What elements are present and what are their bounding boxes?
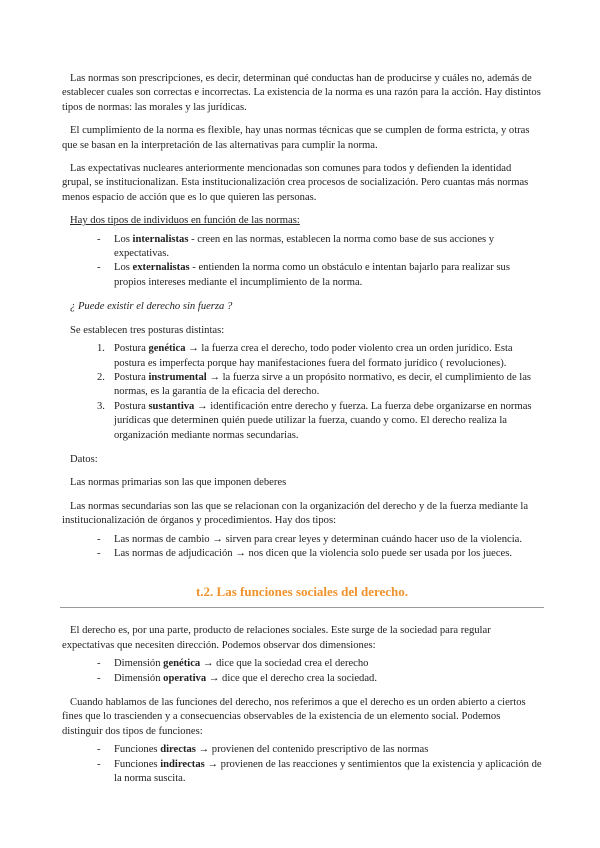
postures-list	[62, 342, 542, 443]
secondary-norms-text: Las normas secundarias son las que se relacionan con la organización del derecho y de la fuerza mediante la institucionalización de órganos y procedimientos. Hay dos tipos:	[62, 500, 529, 527]
list-item: 2. Postura instrumental → la fuerza sirve a un propósito normativo, es decir, el cumplimiento de las normas, es la garantía de la eficacia del derecho.	[97, 371, 532, 398]
list-item: - Los internalistas - creen en las normas, establecen la norma como base de sus acciones y expectativas.	[97, 233, 495, 260]
term-bold: genética	[148, 343, 186, 355]
list-item: - Funciones indirectas → provienen de las reacciones y sentimientos que la existencia y aplicación de la norma suscita.	[97, 758, 542, 785]
section-heading: t.2. Las funciones sociales del derecho.	[195, 584, 409, 600]
term-bold: directas	[160, 744, 196, 756]
secondary-types-list	[62, 533, 542, 562]
datos-label: Datos:	[70, 453, 98, 465]
individual-types-heading: Hay dos tipos de individuos en función de las normas:	[70, 215, 300, 227]
term-bold: genética	[163, 658, 201, 670]
list-item: - Funciones directas → provienen del contenido prescriptivo de las normas	[97, 744, 429, 756]
primary-norms-text: Las normas primarias son las que imponen deberes	[70, 477, 287, 489]
term-bold: sustantiva	[148, 400, 195, 412]
dimensions-list	[62, 657, 542, 686]
list-item: - Dimensión operativa → dice que el derecho crea la sociedad.	[97, 672, 378, 684]
list-item: 3. Postura sustantiva → identificación entre derecho y fuerza. La fuerza debe organizarse en normas jurídicas que determinen quién puede utilizar la fuerza, cuando y como. El derecho realiza la organización mediante normas secundarias.	[97, 400, 532, 441]
list-item: - Las normas de adjudicación → nos dicen que la violencia solo puede ser usada por los jueces.	[97, 547, 513, 559]
term-bold: internalistas	[132, 233, 189, 245]
heading-divider	[60, 607, 544, 608]
functions-list	[62, 743, 542, 786]
expectations-paragraph: Las expectativas nucleares anteriormente mencionadas son comunes para todos y defienden la identidad grupal, se institucionalizan. Esta institucionalización crea procesos de socialización. Pero cuantas más normas menos espacio de acción que es lo que quieren las personas.	[62, 163, 529, 203]
functions-paragraph: Cuando hablamos de las funciones del derecho, nos referimos a que el derecho es un orden abierto a ciertos fines que lo trascienden y a consecuencias observables de la existencia de un elemento social. Podemos distinguir dos tipos de funciones:	[62, 697, 526, 737]
term-bold: instrumental	[148, 371, 207, 383]
term-bold: operativa	[163, 672, 207, 684]
compliance-paragraph: El cumplimiento de la norma es flexible, hay unas normas técnicas que se cumplen de forma estricta, y otras que se basan en la interpretación de las alternativas para cumplir la norma.	[62, 125, 530, 151]
postures-intro: Se establecen tres posturas distintas:	[70, 324, 225, 336]
term-bold: externalistas	[132, 262, 190, 274]
term-bold: indirectas	[160, 758, 205, 770]
section-paragraph: El derecho es, por una parte, producto de relaciones sociales. Este surge de la sociedad para regular expectativas que necesiten dirección. Podemos observar dos dimensiones:	[62, 625, 491, 651]
individual-types-list	[62, 233, 542, 291]
intro-paragraph: Las normas son prescripciones, es decir, determinan qué conductas han de producirse y cuáles no, además de establecer cuales son correctas e incorrectas. La existencia de la norma es una razón para la acción. Hay distintos tipos de normas: las morales y las jurídicas.	[62, 73, 541, 113]
list-item: - Los externalistas - entienden la norma como un obstáculo e intentan bajarlo para realizar sus propios intereses mediante el incumplimiento de la norma.	[97, 262, 510, 288]
list-item: - Dimensión genética → dice que la sociedad crea el derecho	[97, 658, 369, 670]
list-item: 1. Postura genética → la fuerza crea el derecho, todo poder violento crea un orden jurídico. Esta postura es imperfecta porque hay manifestaciones fuera del formato jurídico ( revoluciones).	[97, 343, 513, 369]
list-item: - Las normas de cambio → sirven para crear leyes y determinan cuándo hacer uso de la violencia.	[97, 533, 522, 545]
document-content	[62, 72, 542, 796]
force-question: ¿ Puede existir el derecho sin fuerza ?	[70, 301, 233, 313]
